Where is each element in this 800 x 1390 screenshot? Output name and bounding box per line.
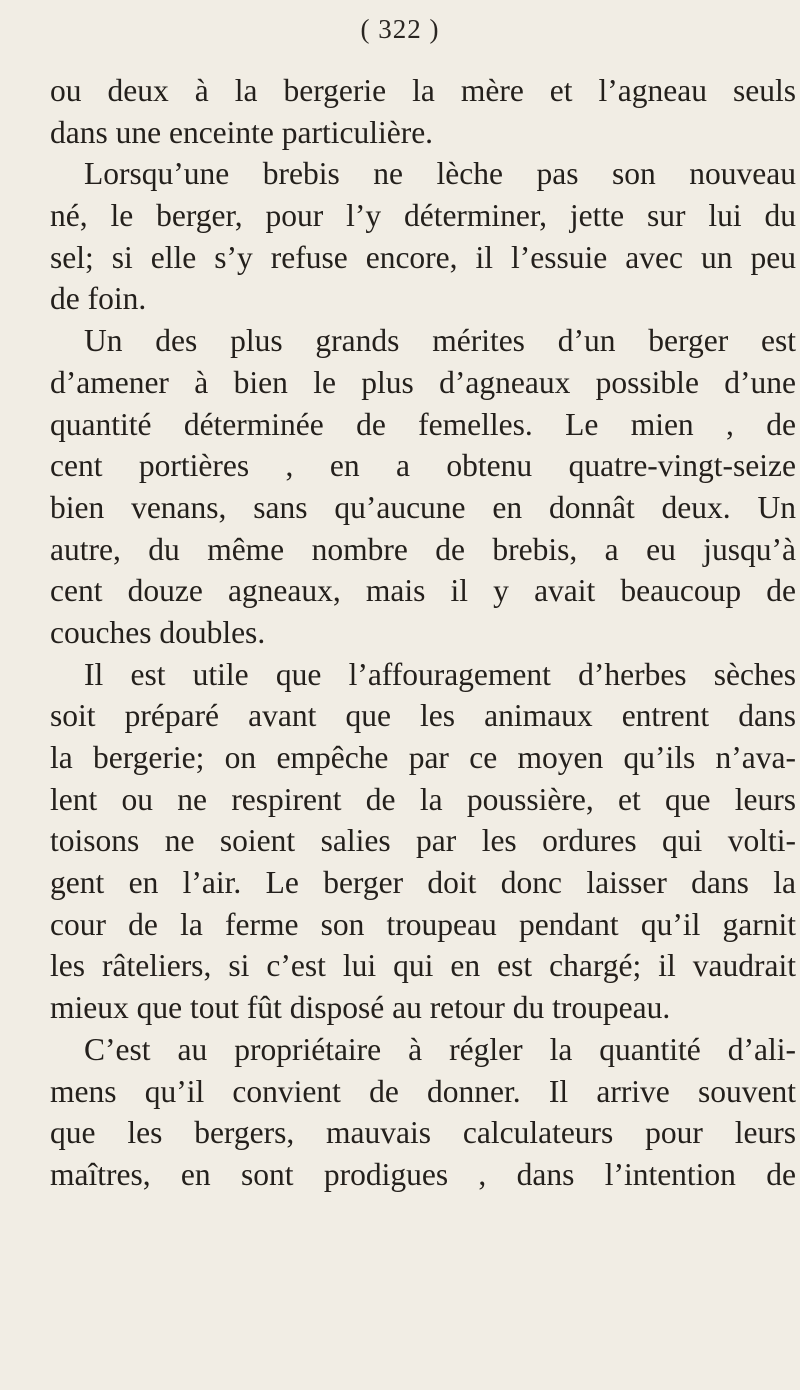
body-text [50, 70, 796, 1196]
text-line: dans une enceinte particulière. [50, 114, 434, 150]
paragraph [50, 153, 796, 320]
text-line: Un des plus grands mérites d’un berger est [84, 323, 796, 359]
text-line: que les bergers, mauvais calculateurs pour leurs [50, 1115, 796, 1151]
text-line: autre, du même nombre de brebis, a eu jusqu’à [50, 531, 796, 567]
text-line: Il est utile que l’affouragement d’herbes sèches [84, 656, 796, 692]
text-line: soit préparé avant que les animaux entrent dans [50, 698, 796, 734]
page-number: ( 322 ) [360, 14, 440, 44]
text-line: sel; si elle s’y refuse encore, il l’essuie avec un peu [50, 239, 796, 275]
text-line: lent ou ne respirent de la poussière, et que leurs [50, 781, 796, 817]
text-line: gent en l’air. Le berger doit donc laisser dans la [50, 865, 796, 901]
text-line: couches doubles. [50, 614, 266, 650]
text-line: mens qu’il convient de donner. Il arrive souvent [50, 1073, 796, 1109]
text-line: bien venans, sans qu’aucune en donnât deux. Un [50, 489, 796, 525]
text-line: cent portières , en a obtenu quatre-vingt-seize [50, 448, 796, 484]
text-line: né, le berger, pour l’y déterminer, jette sur lui du [50, 198, 796, 234]
text-line: cent douze agneaux, mais il y avait beaucoup de [50, 573, 796, 609]
text-line: quantité déterminée de femelles. Le mien , de [50, 406, 796, 442]
text-line: la bergerie; on empêche par ce moyen qu’ils n’ava- [50, 740, 796, 775]
text-line: toisons ne soient salies par les ordures qui volti- [50, 823, 796, 859]
text-line: Lorsqu’une brebis ne lèche pas son nouveau [84, 156, 796, 192]
text-line: les râteliers, si c’est lui qui en est chargé; il vaudrait [50, 948, 796, 984]
text-line: maîtres, en sont prodigues , dans l’intention de [50, 1156, 796, 1192]
paragraph [50, 1029, 796, 1196]
paragraph [50, 654, 796, 1029]
text-line: cour de la ferme son troupeau pendant qu’il garnit [50, 906, 796, 942]
text-line: de foin. [50, 281, 147, 317]
paragraph [50, 320, 796, 654]
paragraph [50, 70, 796, 153]
text-line: C’est au propriétaire à régler la quantité d’ali- [84, 1031, 796, 1067]
text-line: mieux que tout fût disposé au retour du troupeau. [50, 990, 671, 1026]
text-line: ou deux à la bergerie la mère et l’agneau seuls [50, 73, 796, 108]
text-line: d’amener à bien le plus d’agneaux possible d’une [50, 364, 796, 400]
